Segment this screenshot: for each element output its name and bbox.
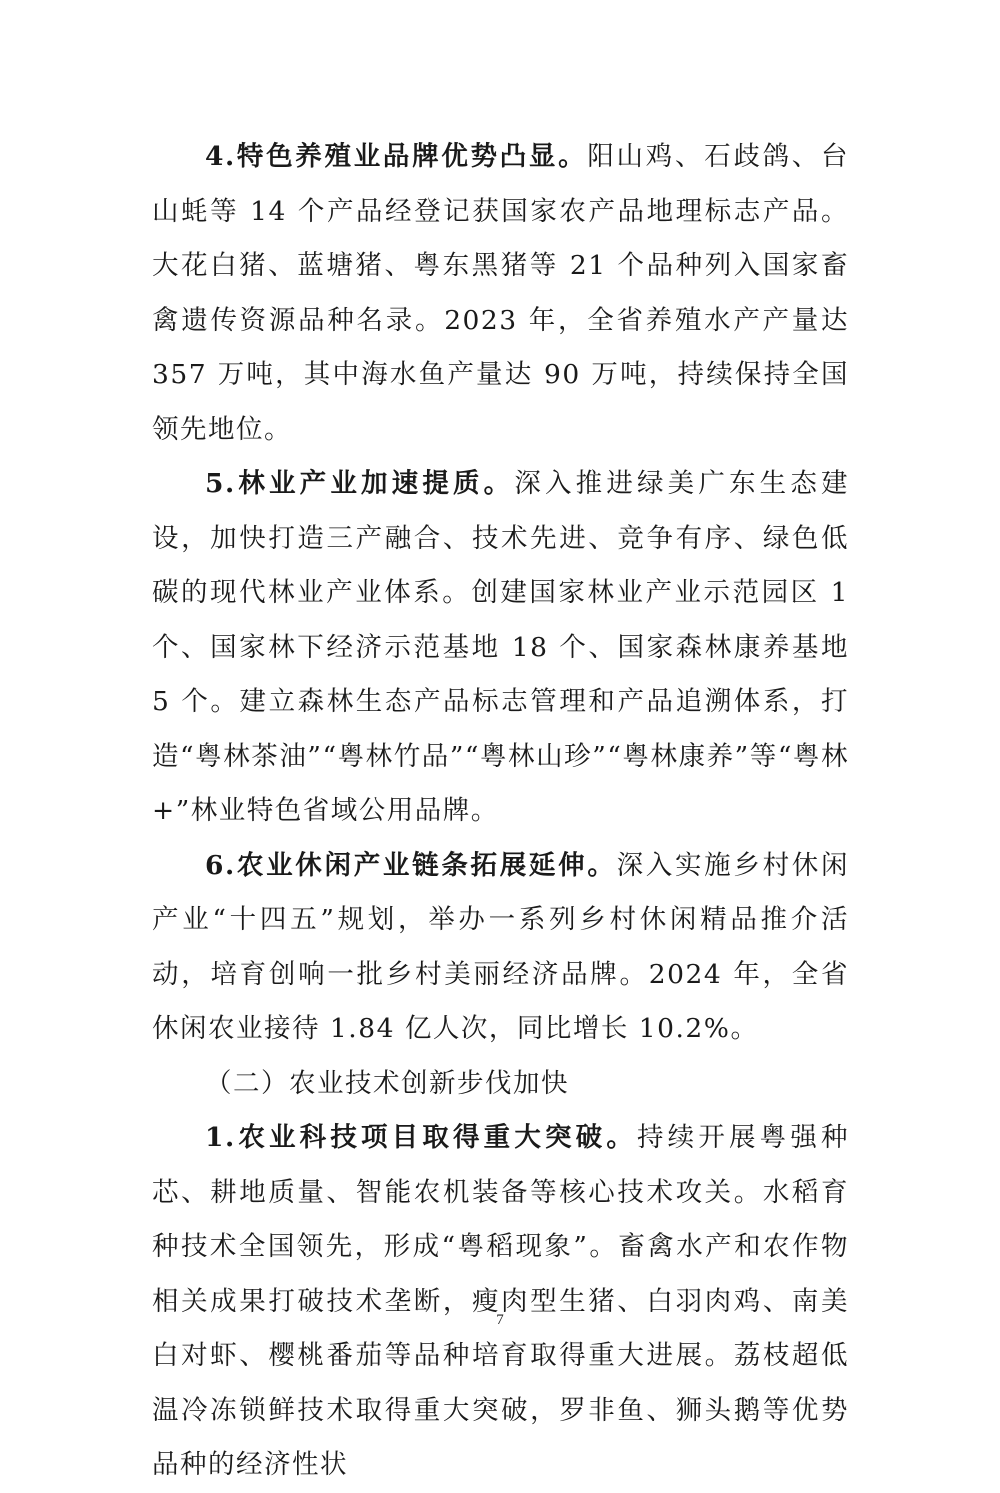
paragraph-text: 阳山鸡、石歧鸽、台山蚝等 14 个产品经登记获国家农产品地理标志产品。大花白猪、蓝塘猪、粤东黑猪等 21 个品种列入国家畜禽遗传资源品种名录。2023 年，全省养殖水产产量达 357 万吨，其中海水鱼产量达 90 万吨，持续保持全国领先地位。 <box>152 141 849 445</box>
page-body <box>152 130 849 1493</box>
paragraph-heading: 6.农业休闲产业链条拓展延伸。 <box>205 849 617 881</box>
paragraph-text: 深入实施乡村休闲产业“十四五”规划，举办一系列乡村休闲精品推介活动，培育创响一批乡村美丽经济品牌。2024 年，全省休闲农业接待 1.84 亿人次，同比增长 10.2%。 <box>152 849 850 1044</box>
paragraph-specialty-breeding <box>152 130 849 457</box>
paragraph-text: 深入推进绿美广东生态建设，加快打造三产融合、技术先进、竞争有序、绿色低碳的现代林业产业体系。创建国家林业产业示范园区 1 个、国家林下经济示范基地 18 个、国家森林康养基地 5 个。建立森林生态产品标志管理和产品追溯体系，打造“粤林茶油”“粤林竹品”“粤林山珍”“粤林康养”等“粤林+”林业特色省域公用品牌。 <box>152 468 850 826</box>
paragraph-heading: 1.农业科技项目取得重大突破。 <box>205 1122 637 1153</box>
section-title: （二）农业技术创新步伐加快 <box>205 1067 569 1099</box>
paragraph-heading: 4.特色养殖业品牌优势凸显。 <box>205 141 588 172</box>
paragraph-agri-tech <box>152 1111 849 1493</box>
paragraph-heading: 5.林业产业加速提质。 <box>205 468 515 499</box>
paragraph-leisure-agriculture <box>152 839 849 1057</box>
paragraph-forestry <box>152 457 849 839</box>
page-number: 7 <box>496 1312 504 1328</box>
paragraph-text: 持续开展粤强种芯、耕地质量、智能农机装备等核心技术攻关。水稻育种技术全国领先，形成“粤稻现象”。畜禽水产和农作物相关成果打破技术垄断，瘦肉型生猪、白羽肉鸡、南美白对虾、樱桃番茄等品种培育取得重大进展。荔枝超低温冷冻锁鲜技术取得重大突破，罗非鱼、狮头鹅等优势品种的经济性状 <box>152 1122 849 1480</box>
